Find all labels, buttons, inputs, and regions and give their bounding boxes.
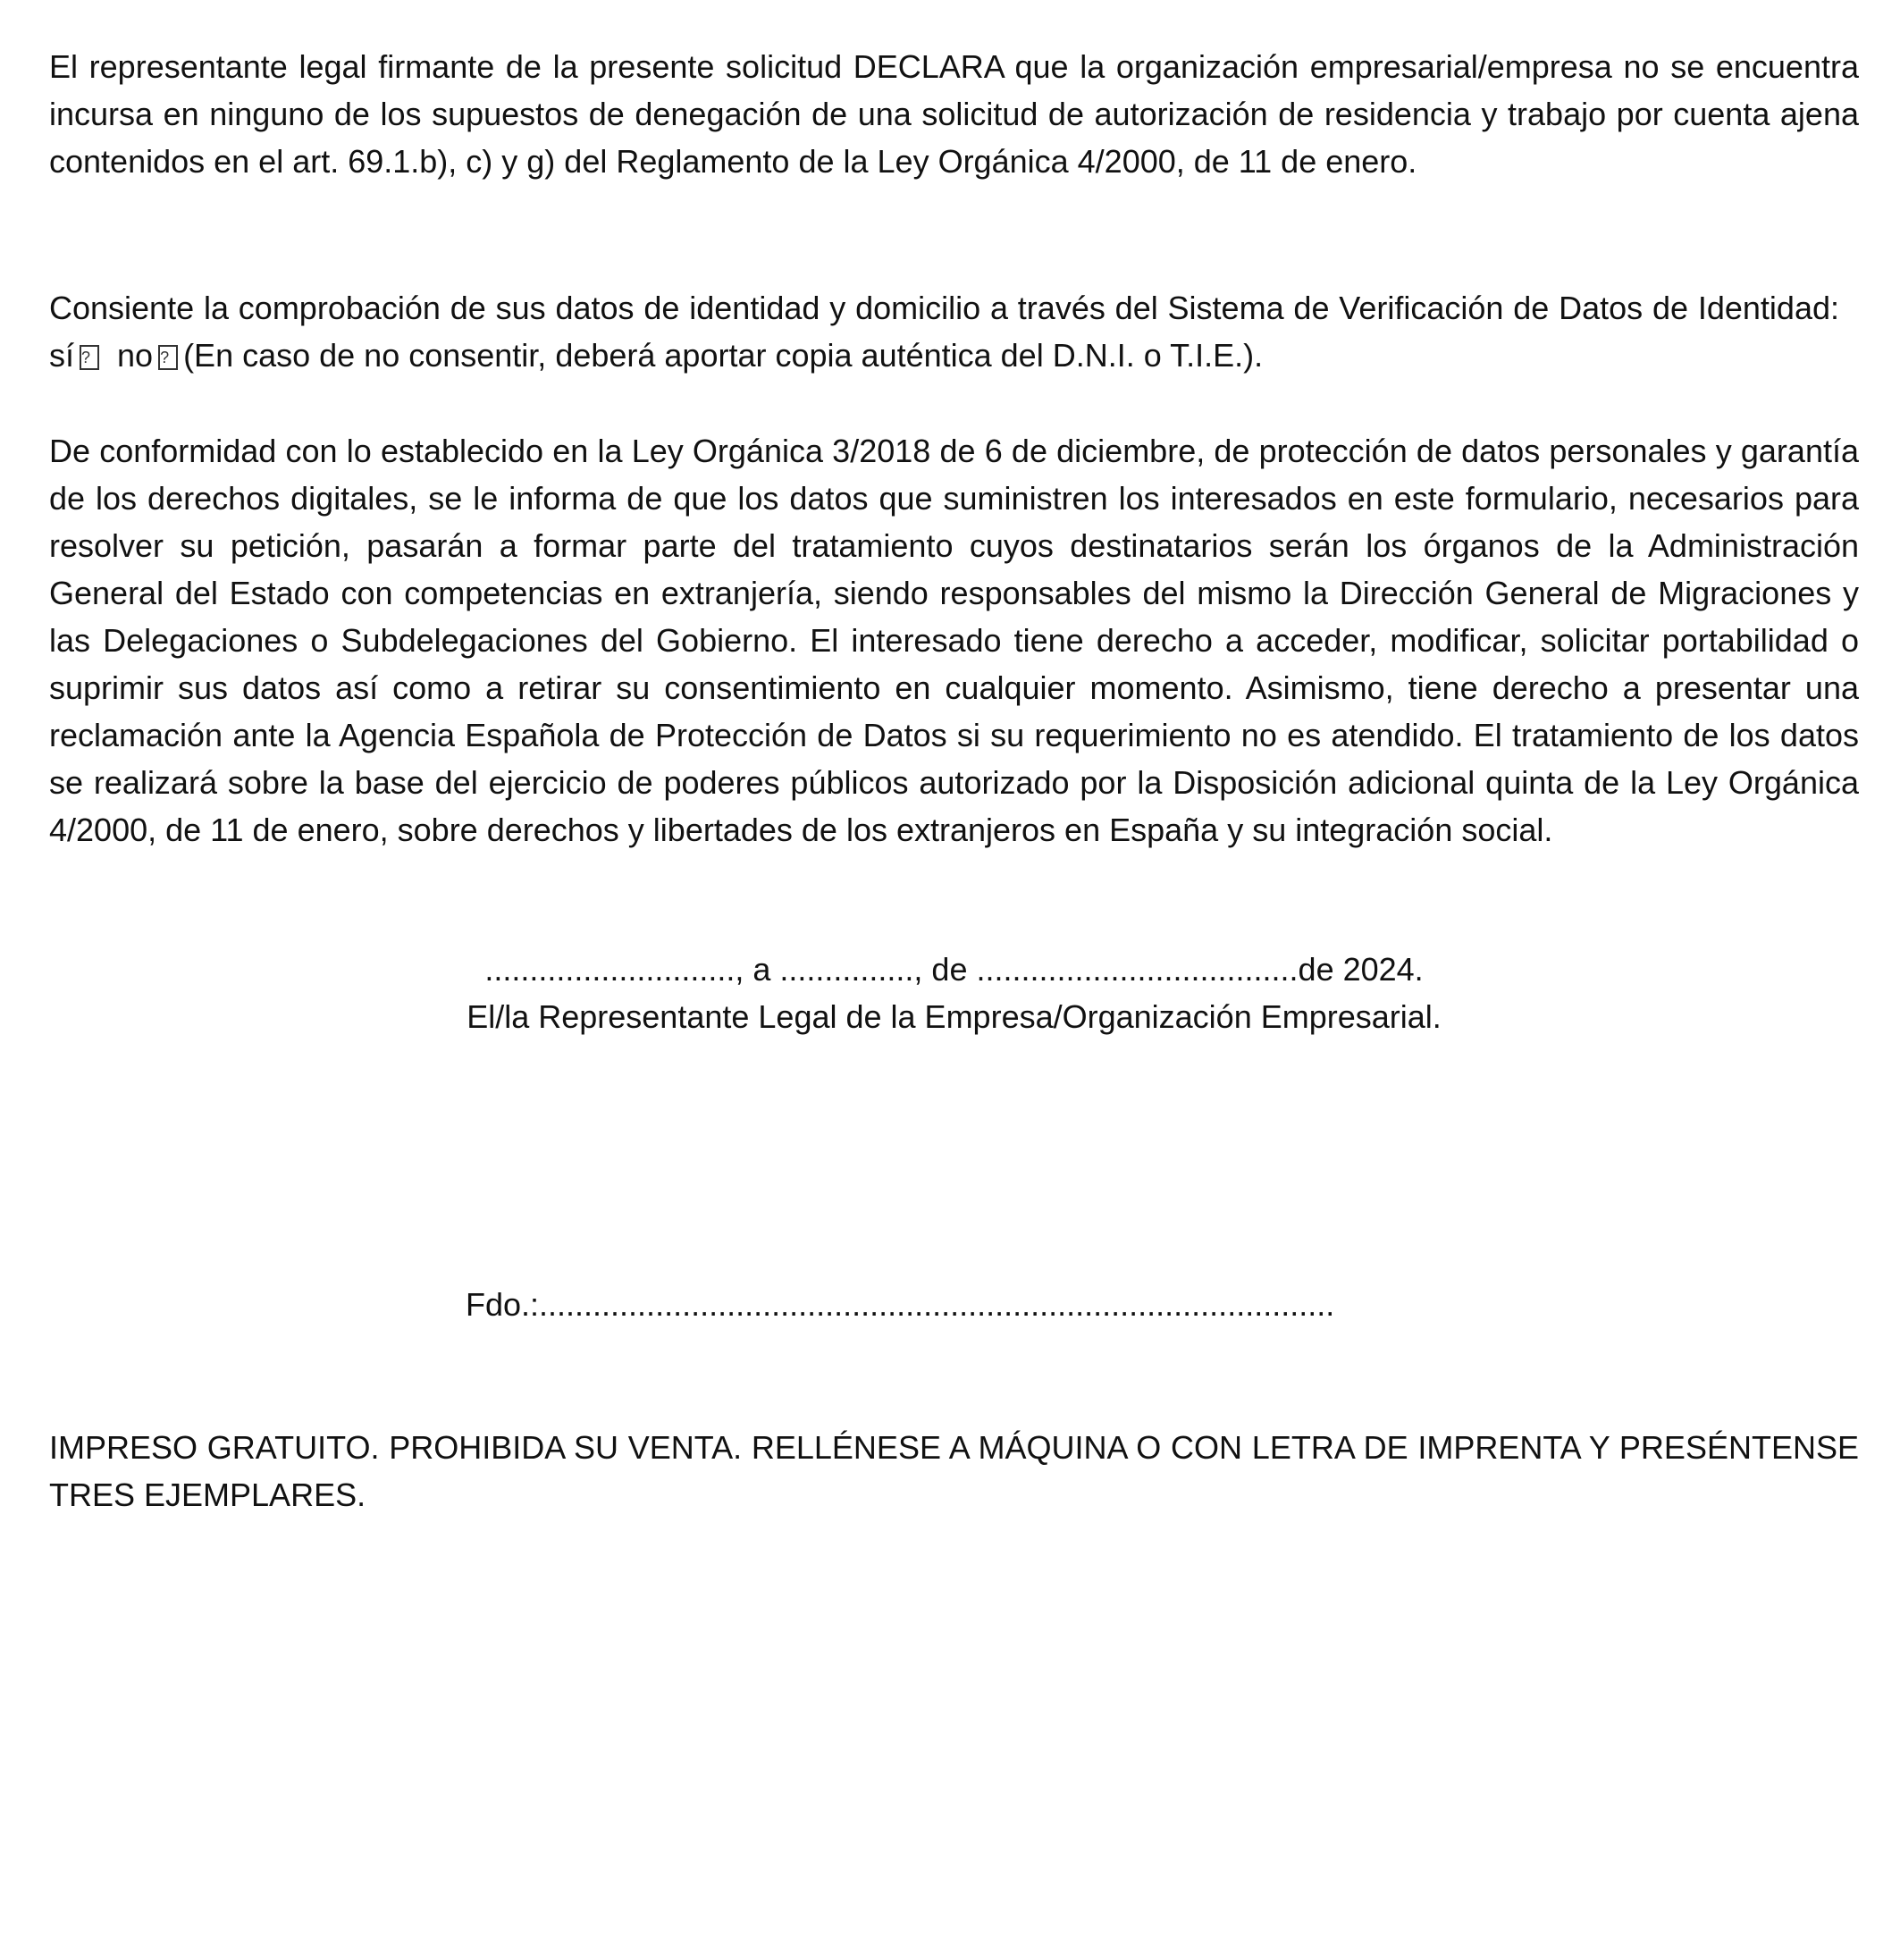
consent-no-checkbox[interactable] xyxy=(158,345,178,370)
consent-paragraph xyxy=(49,284,1859,379)
signature-field[interactable]: Fdo.:......................................................................................... xyxy=(466,1286,1335,1323)
checkbox-placeholder-icon: ? xyxy=(160,349,170,366)
consent-no-label: no xyxy=(117,337,154,374)
consent-text-after: (En caso de no consentir, deberá aportar copia auténtica del D.N.I. o T.I.E.). xyxy=(183,337,1264,374)
consent-text-before: Consiente la comprobación de sus datos de identidad y domicilio a través del Sistema de Verificación de Datos de Identidad: xyxy=(49,290,1839,326)
legal-representative-caption: El/la Representante Legal de la Empresa/Organización Empresarial. xyxy=(467,998,1442,1035)
checkbox-placeholder-icon: ? xyxy=(81,349,91,366)
date-place-line[interactable]: ............................, a ..............., de ....................................de 2024. xyxy=(484,951,1424,988)
privacy-notice-paragraph: De conformidad con lo establecido en la Ley Orgánica 3/2018 de 6 de diciembre, de protección de datos personales y garantía de los derechos digitales, se le informa de que los datos que suministren los interesados en este formulario, necesarios para resolver su petición, pasarán a formar parte del tratamiento cuyos destinatarios serán los órganos de la Administración General del Estado con competencias en extranjería, siendo responsables del mismo la Dirección General de Migraciones y las Delegaciones o Subdelegaciones del Gobierno. El interesado tiene derecho a acceder, modificar, solicitar portabilidad o suprimir sus datos así como a retirar su consentimiento en cualquier momento. Asimismo, tiene derecho a presentar una reclamación ante la Agencia Española de Protección de Datos si su requerimiento no es atendido. El tratamiento de los datos se realizará sobre la base del ejercicio de poderes públicos autorizado por la Disposición adicional quinta de la Ley Orgánica 4/2000, de 11 de enero, sobre derechos y libertades de los extranjeros en España y su integración social. xyxy=(49,433,1859,848)
footer-notice: IMPRESO GRATUITO. PROHIBIDA SU VENTA. RELLÉNESE A MÁQUINA O CON LETRA DE IMPRENTA Y PRESÉNTENSE TRES EJEMPLARES. xyxy=(49,1429,1859,1513)
consent-yes-label: sí xyxy=(49,337,75,374)
consent-yes-checkbox[interactable] xyxy=(80,345,99,370)
declaration-paragraph: El representante legal firmante de la presente solicitud DECLARA que la organización empresarial/empresa no se encuentra incursa en ninguno de los supuestos de denegación de una solicitud de autorización de residencia y trabajo por cuenta ajena contenidos en el art. 69.1.b), c) y g) del Reglamento de la Ley Orgánica 4/2000, de 11 de enero. xyxy=(49,48,1859,180)
